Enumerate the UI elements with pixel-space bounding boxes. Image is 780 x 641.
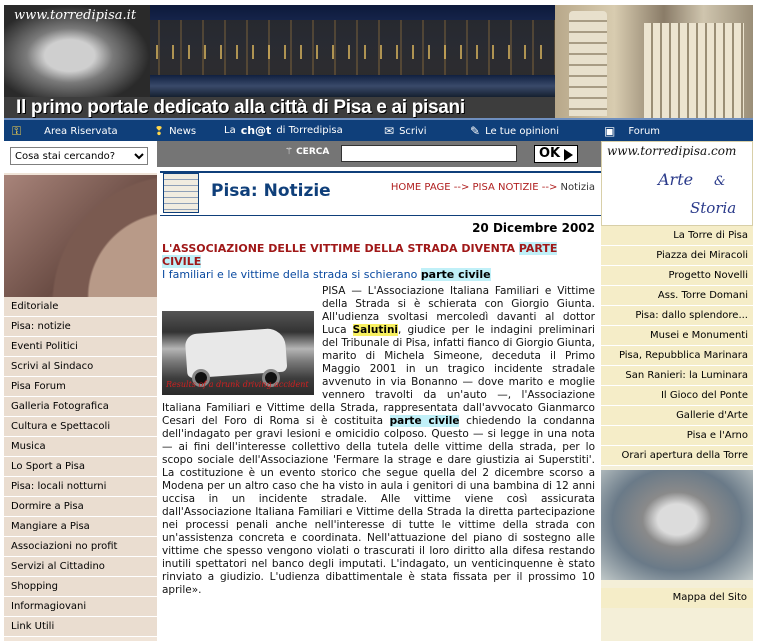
cherub-statue-photo (601, 470, 753, 580)
right-menu-item[interactable]: Pisa, Repubblica Marinara (601, 346, 753, 366)
top-nav (4, 118, 753, 141)
left-sidebar (4, 141, 157, 641)
photo-caption: Results of a drunk driving accident (166, 380, 309, 389)
right-menu-item[interactable]: Il Gioco del Ponte (601, 386, 753, 406)
arte-storia-logo[interactable]: www.torredipisa.com Arte & Storia (601, 141, 753, 226)
right-menu-item[interactable]: Piazza dei Miracoli (601, 246, 753, 266)
highlight-salutini: Salutini (352, 324, 399, 336)
left-menu-item[interactable]: Lo Sport a Pisa (4, 457, 157, 477)
right-menu (601, 226, 753, 466)
left-menu-item[interactable]: Eventi Politici (4, 337, 157, 357)
left-menu-item[interactable]: Editoriale (4, 297, 157, 317)
sitemap-link[interactable]: Mappa del Sito (601, 588, 753, 608)
arch-photo (4, 175, 157, 297)
right-menu-item[interactable]: Gallerie d'Arte (601, 406, 753, 426)
nav-scrivi[interactable]: ✉ Scrivi (384, 124, 427, 138)
category-select[interactable] (10, 147, 148, 165)
user-icon: ▣ (604, 124, 616, 138)
right-menu-item[interactable]: Orari apertura della Torre (601, 446, 753, 466)
section-header (160, 171, 601, 216)
left-menu-item[interactable]: Cultura e Spettacoli (4, 417, 157, 437)
right-menu-item[interactable]: Progetto Novelli (601, 266, 753, 286)
site-tagline: Il primo portale dedicato alla città di Pisa e ai pisani (4, 97, 555, 118)
left-menu-item[interactable]: Associazioni no profit (4, 537, 157, 557)
left-menu-item[interactable]: Shopping (4, 577, 157, 597)
nav-forum[interactable]: ▣ Forum (604, 124, 661, 138)
right-menu-item[interactable]: Musei e Monumenti (601, 326, 753, 346)
nav-opinioni[interactable]: ✎ Le tue opinioni (470, 124, 559, 138)
arrow-right-icon (564, 149, 573, 161)
search-ok-button[interactable]: OK (534, 145, 578, 163)
left-menu-item[interactable]: Pisa: locali notturni (4, 477, 157, 497)
search-input[interactable] (341, 145, 517, 162)
right-menu-item[interactable]: Pisa e l'Arno (601, 426, 753, 446)
left-menu-item[interactable]: Servizi al Cittadino (4, 557, 157, 577)
article-subtitle: I familiari e le vittime della strada si schierano parte civile (162, 268, 491, 281)
nav-news[interactable]: ❢ News (154, 124, 197, 138)
main-content (157, 141, 601, 641)
article-date: 20 Dicembre 2002 (472, 221, 595, 235)
search-row (157, 141, 601, 167)
nav-chat[interactable]: La ch@t di Torredipisa (224, 124, 343, 137)
left-menu-item[interactable]: Dormire a Pisa (4, 497, 157, 517)
right-menu-item[interactable]: Ass. Torre Domani (601, 286, 753, 306)
left-menu-item[interactable]: Informagiovani (4, 597, 157, 617)
mail-icon: ✉ (384, 124, 395, 138)
left-menu-item[interactable]: Pisa: notizie (4, 317, 157, 337)
highlight-parte-civile: parte civile (389, 415, 460, 427)
left-menu-item[interactable]: Pisa Forum (4, 377, 157, 397)
left-menu (4, 297, 157, 637)
breadcrumb-home[interactable]: HOME PAGE --> (390, 182, 470, 193)
info-icon: ❢ (154, 124, 165, 138)
edit-icon: ✎ (470, 124, 481, 138)
site-url: www.torredipisa.it (14, 8, 137, 23)
left-menu-item[interactable]: Link Utili (4, 617, 157, 637)
article-body: Results of a drunk driving accident PISA — L'Associazione Italiana Familiari e Vittime della Strada si è schierata con Giorgio Giunta. All'udienza svoltasi mercoledì davanti al dottor Luca Salutini, giudice per le indagini preliminari del Tribunale di Pisa, infatti fianco di Giorgio Giunta, marito di Michela Simeone, deceduta il Primo Maggio 2001 in un tragico incidente stradale avvenuto in via Bonanno — dove marito e moglie vennero travolti da un'auto —, l'Associazione Italiana Familiari e Vittime della Strada, rappresentata dall'avvocato Gianmarco Cesari del Foro di Roma si è costituita parte civile chiedendo la condanna dell'indagato per gravi lesioni e omicidio colposo. Questo — si legge in una nota — ai fini dell'interesse collettivo della tutela delle vittime della strada, per lo scopo sociale dell'Associazione 'Fermare la strage e dare giustizia ai Superstiti'. La costituzione è un evento storico che segue quella del 2 dicembre scorso a Modena per un altro caso che ha visto in aula i genitori di una bambina di 12 anni uccisa in un incidente stradale. Alle vittime viene così assicurata dall'Associazione Italiana Familiari e Vittime della Strada la diretta partecipazione nei processi penali anche nell'interesse di tutte le vittime della strada con un'assistenza concreta e coordinata. Nell'attuazione del piano di sostegno alle vittime che spesso vengono violati o trascurati il loro diritto alla difesa restando inutili spettatori nel banco degli imputati. L'indagato, un venticinquenne è stato rinviato a giudizio. L'udienza dibattimentale è stata fissata per il prossimo 10 aprile». (162, 285, 595, 596)
article (162, 221, 595, 597)
breadcrumb-current: Notizia (560, 182, 595, 193)
tower-thumbnail (163, 173, 199, 213)
right-menu-item[interactable]: La Torre di Pisa (601, 226, 753, 246)
left-menu-item[interactable]: Scrivi al Sindaco (4, 357, 157, 377)
left-menu-item[interactable]: Musica (4, 437, 157, 457)
header-banner (4, 5, 753, 118)
article-title: L'ASSOCIAZIONE DELLE VITTIME DELLA STRADA DIVENTA PARTE CIVILE (162, 242, 558, 268)
section-title: Pisa: Notizie (211, 181, 331, 201)
logo-url: www.torredipisa.com (607, 144, 737, 158)
right-sidebar (601, 141, 753, 641)
right-menu-item[interactable]: San Ranieri: la Luminara (601, 366, 753, 386)
key-icon: ⚿ (12, 124, 22, 138)
breadcrumb-notizie[interactable]: PISA NOTIZIE --> (472, 182, 558, 193)
magic-wand-icon: ⚚ (285, 147, 294, 157)
right-menu-item[interactable]: Pisa: dallo splendore... (601, 306, 753, 326)
crashed-car-photo (162, 311, 314, 395)
search-label: CERCA (296, 147, 330, 157)
nav-area-riservata[interactable]: ⚿ Area Riservata (12, 124, 118, 138)
left-menu-item[interactable]: Mangiare a Pisa (4, 517, 157, 537)
left-menu-item[interactable]: Galleria Fotografica (4, 397, 157, 417)
breadcrumb (390, 181, 595, 194)
